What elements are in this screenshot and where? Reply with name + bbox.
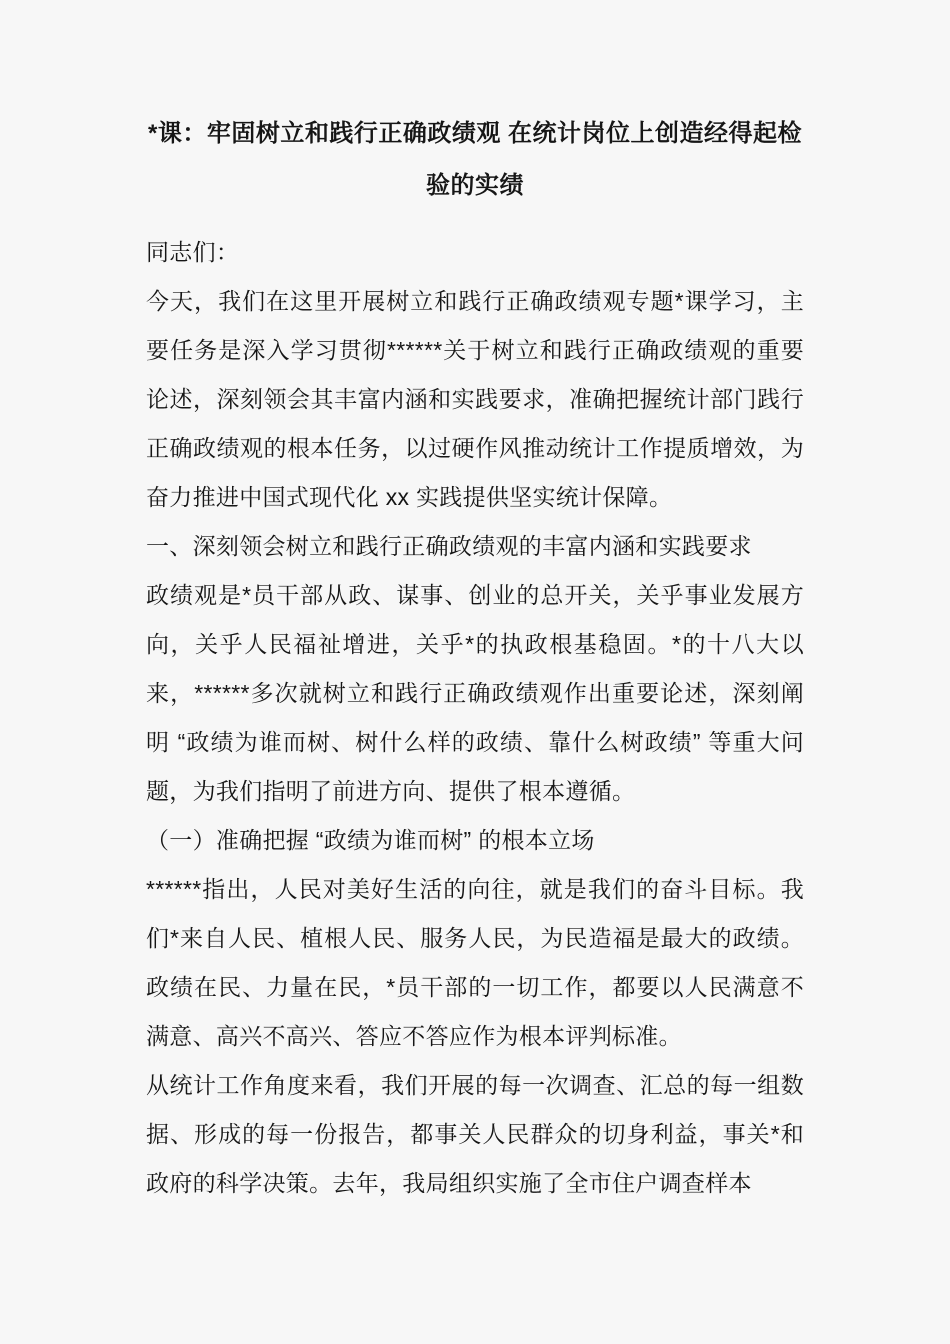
document-title: *课：牢固树立和践行正确政绩观 在统计岗位上创造经得起检验的实绩 — [147, 120, 802, 199]
paragraph: 今天，我们在这里开展树立和践行正确政绩观专题*课学习，主要任务是深入学习贯彻******关于树立和践行正确政绩观的重要论述，深刻领会其丰富内涵和实践要求，准确把握统计部门践行正确政绩观的根本任务，以过硬作风推动统计工作提质增效，为奋力推进中国式现代化 xx 实践提供坚实统计保障。 — [146, 288, 804, 510]
document-body — [146, 228, 804, 1208]
paragraph-salutation: 同志们： — [146, 239, 240, 265]
paragraph: 政绩观是*员干部从政、谋事、创业的总开关，关乎事业发展方向，关乎人民福祉增进，关乎*的执政根基稳固。*的十八大以来，******多次就树立和践行正确政绩观作出重要论述，深刻阐明 “政绩为谁而树、树什么样的政绩、靠什么树政绩” 等重大问题，为我们指明了前进方向、提供了根本遵循。 — [146, 582, 804, 804]
subsection-heading: （一）准确把握 “政绩为谁而树” 的根本立场 — [146, 827, 595, 853]
paragraph: ******指出，人民对美好生活的向往，就是我们的奋斗目标。我们*来自人民、植根人民、服务人民，为民造福是最大的政绩。政绩在民、力量在民，*员干部的一切工作，都要以人民满意不满意、高兴不高兴、答应不答应作为根本评判标准。 — [146, 876, 804, 1049]
section-heading: 一、深刻领会树立和践行正确政绩观的丰富内涵和实践要求 — [146, 533, 752, 559]
paragraph: 从统计工作角度来看，我们开展的每一次调查、汇总的每一组数据、形成的每一份报告，都事关人民群众的切身利益，事关*和政府的科学决策。去年，我局组织实施了全市住户调查样本 — [146, 1072, 804, 1196]
